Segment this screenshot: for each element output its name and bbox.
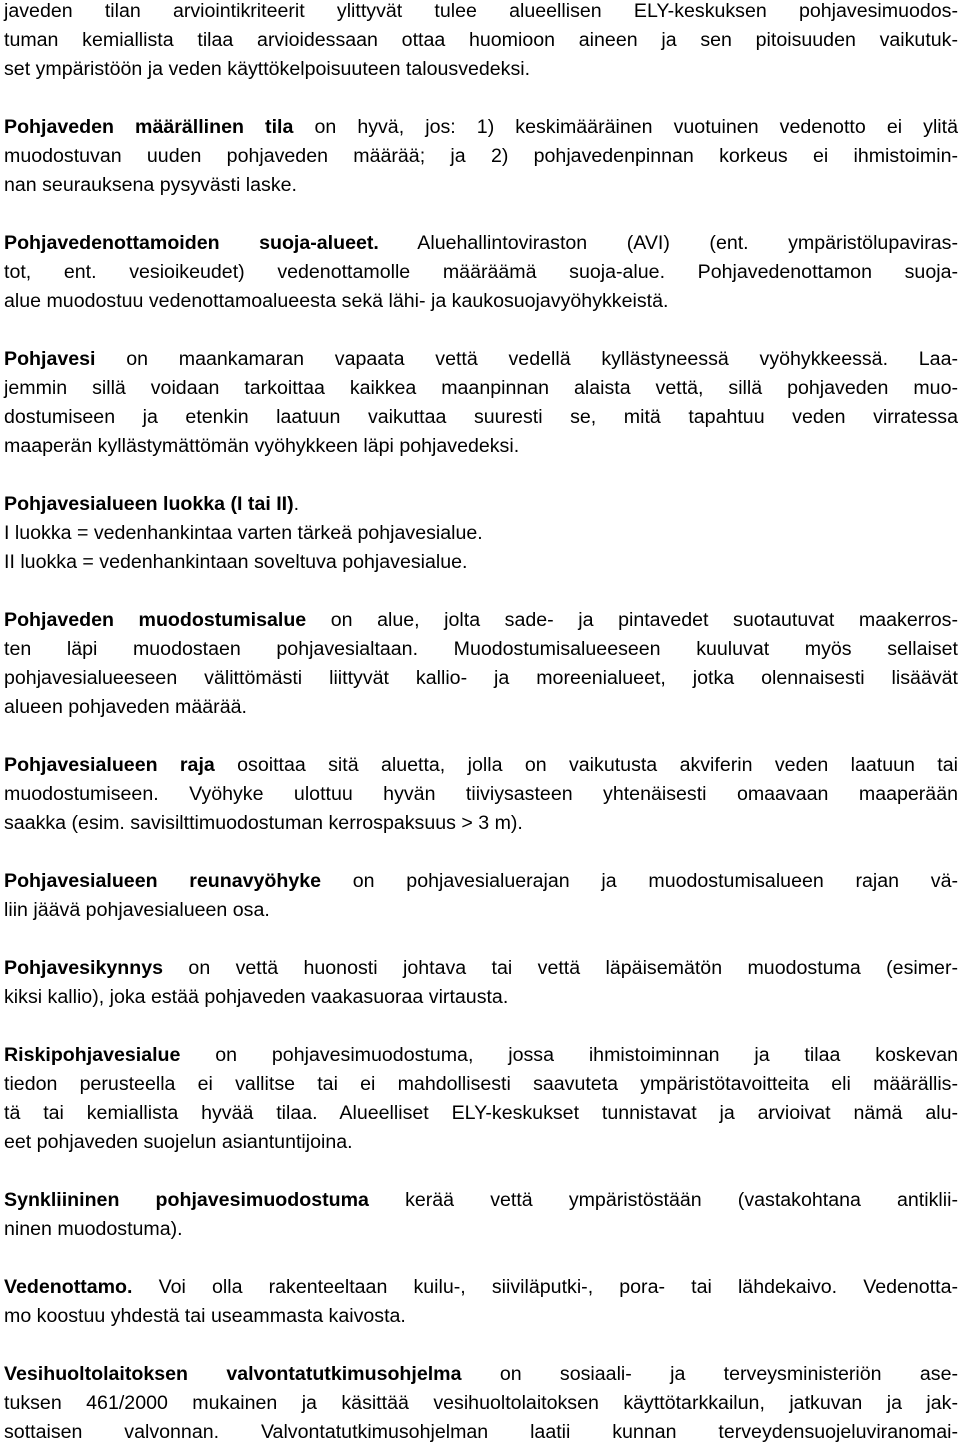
term-heading: Pohjavesikynnys <box>4 957 164 979</box>
text-line <box>4 0 958 26</box>
body-text: tiedon perusteella ei vallitse tai ei mahdollisesti saavuteta ympäristötavoitteita eli määrällis- <box>4 1073 958 1095</box>
term-heading: Pohjaveden määrällinen tila <box>4 116 294 138</box>
body-text: javeden tilan arviointikriteerit ylittyvät tulee alueellisen ELY-keskuksen pohjavesimuodos- <box>4 0 958 22</box>
paragraph-maarallinen-tila <box>4 113 958 200</box>
body-text: alueen pohjaveden määrää. <box>4 696 247 718</box>
body-text: maaperän kyllästymättömän vyöhykkeen läpi pohjavedeksi. <box>4 435 520 457</box>
text-line <box>4 780 958 809</box>
text-line <box>4 258 958 287</box>
body-text: tot, ent. vesioikeudet) vedenottamolle määräämä suoja-alue. Pohjavedenottamon suoja- <box>4 261 958 283</box>
text-line <box>4 374 958 403</box>
text-line <box>4 751 958 780</box>
body-text: ten läpi muodostaen pohjavesialtaan. Muodostumisalueeseen kuuluvat myös sellaiset <box>4 638 958 660</box>
text-line <box>4 142 958 171</box>
text-line <box>4 1418 958 1447</box>
body-text: ninen muodostuma). <box>4 1218 183 1240</box>
text-line <box>4 809 958 838</box>
text-line <box>4 55 958 84</box>
paragraph-pohjavesikynnys <box>4 954 958 1012</box>
text-line <box>4 26 958 55</box>
body-text: on pohjavesimuodostuma, jossa ihmistoiminnan ja tilaa koskevan <box>180 1044 958 1066</box>
text-line <box>4 635 958 664</box>
paragraph-muodostumisalue <box>4 606 958 722</box>
text-line <box>4 1360 958 1389</box>
text-line <box>4 1302 958 1331</box>
body-text: pohjavesialueeseen välittömästi liittyvät kallio- ja moreenialueet, jotka olennaisesti lisäävät <box>4 667 958 689</box>
text-line <box>4 606 958 635</box>
body-text: set ympäristöön ja veden käyttökelpoisuuteen talousvedeksi. <box>4 58 531 80</box>
text-line <box>4 229 958 258</box>
term-heading: Vesihuoltolaitoksen valvontatutkimusohjelma <box>4 1363 462 1385</box>
body-text: I luokka = vedenhankintaa varten tärkeä pohjavesialue. <box>4 522 483 544</box>
body-text: nan seurauksena pysyvästi laske. <box>4 174 297 196</box>
text-line <box>4 954 958 983</box>
term-heading: Pohjavesialueen reunavyöhyke <box>4 870 322 892</box>
text-line <box>4 403 958 432</box>
body-text: on sosiaali- ja terveysministeriön ase- <box>461 1363 959 1385</box>
body-text: Voi olla rakenteeltaan kuilu-, siiviläputki-, pora- tai lähdekaivo. Vedenotta- <box>132 1276 958 1298</box>
body-text: on hyvä, jos: 1) keskimääräinen vuotuinen vedenotto ei ylitä <box>293 116 958 138</box>
body-text: kerää vettä ympäristöstään (vastakohtana antiklii- <box>368 1189 958 1211</box>
text-line <box>4 345 958 374</box>
body-text: on alue, jolta sade- ja pintavedet suotautuvat maakerros- <box>306 609 958 631</box>
body-text: on pohjavesialuerajan ja muodostumisalueen rajan vä- <box>321 870 958 892</box>
text-line <box>4 1215 958 1244</box>
body-text: osoittaa sitä aluetta, jolla on vaikutusta akviferin veden laatuun tai <box>214 754 958 776</box>
paragraph-vedenottamo <box>4 1273 958 1331</box>
body-text: dostumiseen ja etenkin laatuun vaikuttaa suuresti se, mitä tapahtuu veden virratessa <box>4 406 958 428</box>
paragraph-suoja-alueet <box>4 229 958 316</box>
text-line <box>4 519 958 548</box>
term-heading: Synkliininen pohjavesimuodostuma <box>4 1189 369 1211</box>
text-line <box>4 867 958 896</box>
term-heading: Pohjavesi <box>4 348 96 370</box>
paragraph-luokka <box>4 490 958 577</box>
text-line <box>4 113 958 142</box>
text-line <box>4 693 958 722</box>
text-line <box>4 548 958 577</box>
text-line <box>4 1070 958 1099</box>
text-line <box>4 432 958 461</box>
text-line <box>4 171 958 200</box>
text-line <box>4 1041 958 1070</box>
term-heading: Riskipohjavesialue <box>4 1044 181 1066</box>
paragraph-raja <box>4 751 958 838</box>
body-text: muodostuvan uuden pohjaveden määrää; ja 2) pohjavedenpinnan korkeus ei ihmistoimin- <box>4 145 958 167</box>
term-heading: Vedenottamo. <box>4 1276 133 1298</box>
text-line <box>4 664 958 693</box>
body-text: sottaisen valvonnan. Valvontatutkimusohjelman laatii kunnan terveydensuojeluviranomai- <box>4 1421 958 1443</box>
text-line <box>4 896 958 925</box>
paragraph-pohjavesi <box>4 345 958 461</box>
text-line <box>4 1389 958 1418</box>
paragraph-reunavyohyke <box>4 867 958 925</box>
text-line <box>4 1099 958 1128</box>
body-text: eet pohjaveden suojelun asiantuntijoina. <box>4 1131 353 1153</box>
document-page <box>4 0 958 1447</box>
paragraph-synkliininen <box>4 1186 958 1244</box>
body-text: tuksen 461/2000 mukainen ja käsittää vesihuoltolaitoksen käyttötarkkailun, jatkuvan ja jak- <box>4 1392 958 1414</box>
term-heading: Pohjavedenottamoiden suoja-alueet. <box>4 232 379 254</box>
body-text: saakka (esim. savisilttimuodostuman kerrospaksuus > 3 m). <box>4 812 523 834</box>
body-text: liin jäävä pohjavesialueen osa. <box>4 899 270 921</box>
body-text: alue muodostuu vedenottamoalueesta sekä lähi- ja kaukosuojavyöhykkeistä. <box>4 290 669 312</box>
body-text: tuman kemiallista tilaa arvioidessaan ottaa huomioon aineen ja sen pitoisuuden vaikutuk- <box>4 29 958 51</box>
paragraph-ely-intro <box>4 0 958 84</box>
body-text: on vettä huonosti johtava tai vettä läpäisemätön muodostuma (esimer- <box>163 957 958 979</box>
text-line <box>4 287 958 316</box>
text-line <box>4 983 958 1012</box>
body-text: muodostumiseen. Vyöhyke ulottuu hyvän tiiviysasteen yhtenäisesti omaavaan maaperään <box>4 783 958 805</box>
term-heading: Pohjavesialueen luokka (I tai II) <box>4 493 294 515</box>
term-heading: Pohjavesialueen raja <box>4 754 215 776</box>
text-line <box>4 1273 958 1302</box>
text-line <box>4 1186 958 1215</box>
body-text: kiksi kallio), joka estää pohjaveden vaakasuoraa virtausta. <box>4 986 509 1008</box>
paragraph-valvontatutkimusohjelma <box>4 1360 958 1447</box>
text-line <box>4 1128 958 1157</box>
body-text: mo koostuu yhdestä tai useammasta kaivosta. <box>4 1305 406 1327</box>
body-text: jemmin sillä voidaan tarkoittaa kaikkea maanpinnan alaista vettä, sillä pohjaveden muo- <box>4 377 958 399</box>
term-heading: Pohjaveden muodostumisalue <box>4 609 307 631</box>
body-text: Aluehallintoviraston (AVI) (ent. ympäristölupaviras- <box>378 232 959 254</box>
body-text: II luokka = vedenhankintaan soveltuva pohjavesialue. <box>4 551 468 573</box>
paragraph-riskipohjavesialue <box>4 1041 958 1157</box>
body-text: tä tai kemiallista hyvää tilaa. Alueelliset ELY-keskukset tunnistavat ja arvioivat nämä alu- <box>4 1102 958 1124</box>
body-text: on maankamaran vapaata vettä vedellä kyllästyneessä vyöhykkeessä. Laa- <box>95 348 958 370</box>
text-line <box>4 490 958 519</box>
body-text: . <box>293 493 300 515</box>
